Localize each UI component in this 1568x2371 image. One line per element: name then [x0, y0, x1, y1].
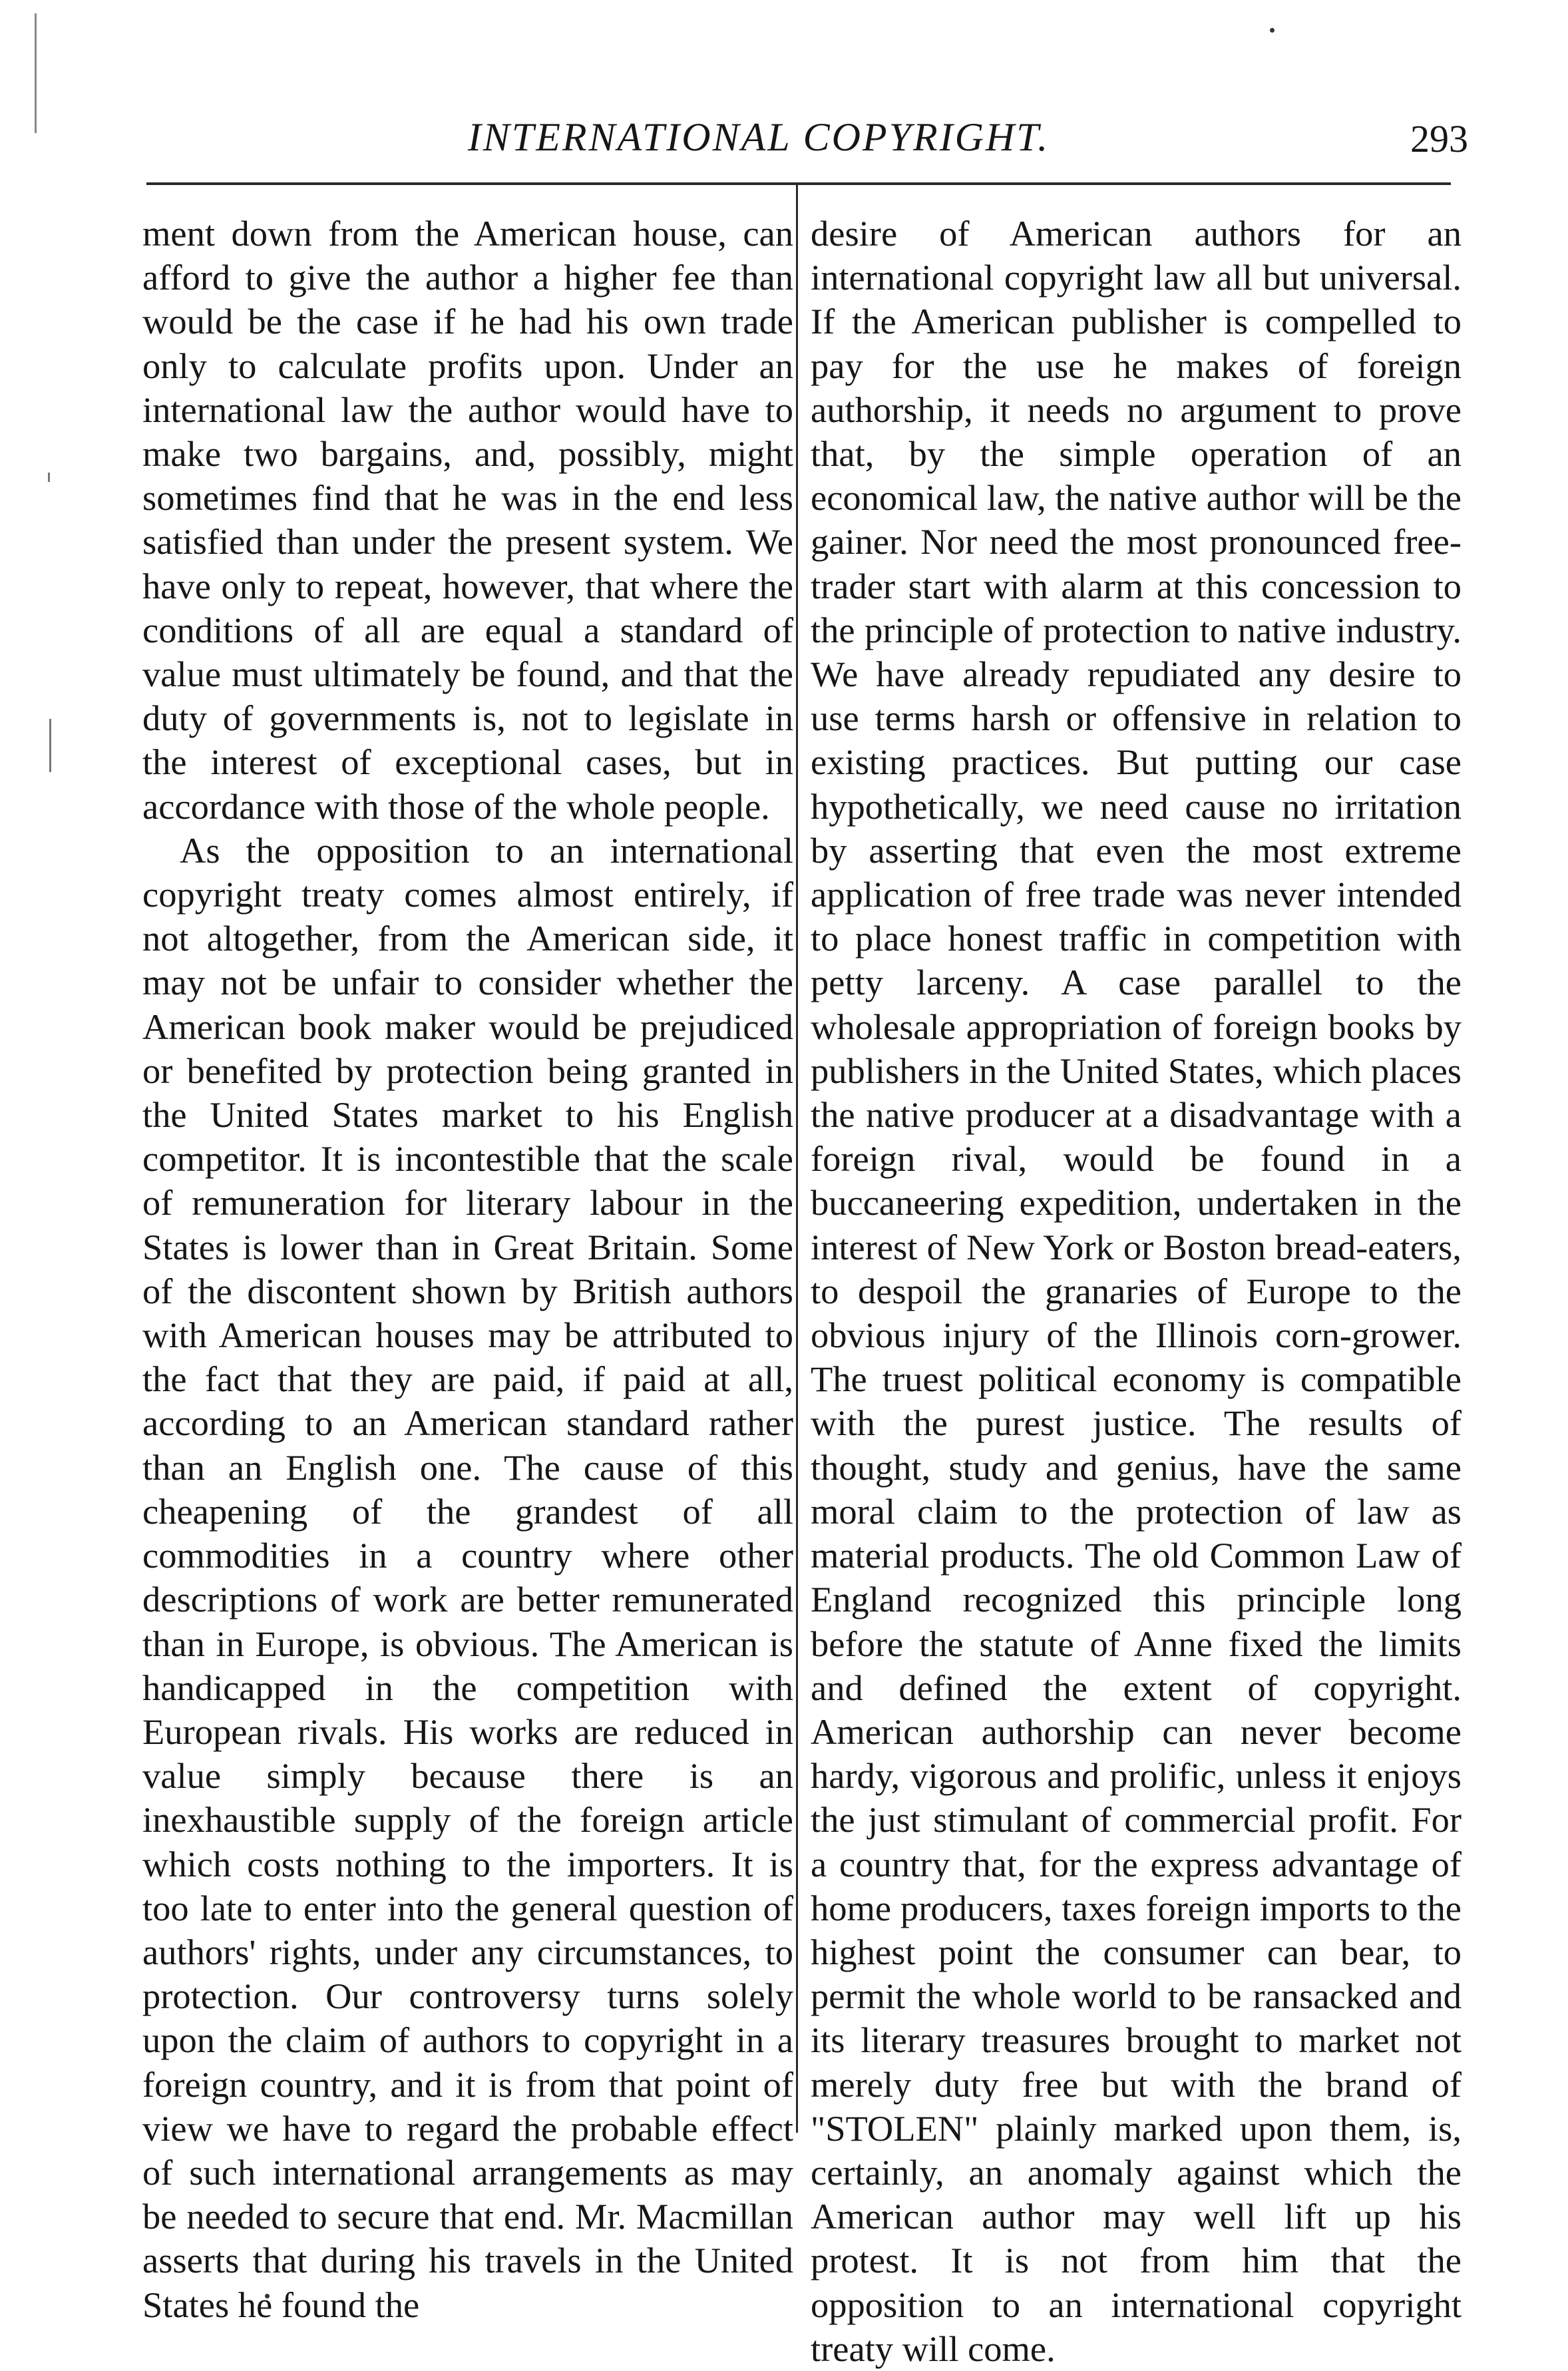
paragraph: As the opposition to an international copyright treaty comes almost entirely, if not altogether, from the American side, it may not be unfair to consider whether the American book maker would be prejudiced or benefited by protection being granted in the United States market to his English competitor. It is incontestible that the scale of remuneration for literary labour in the States is lower than in Great Britain. Some of the discontent shown by British authors with American houses may be attributed to the fact that they are paid, if paid at all, according to an American standard rather than an English one. The cause of this cheapening of the grandest of all commodities in a country where other descriptions of work are better remunerated than in Europe, is obvious. The American is handicapped in the competition with European rivals. His works are reduced in value simply because there is an inexhaustible supply of the foreign article which costs nothing to the importers. It is too late to enter into the general question of authors' rights, under any circumstances, to protection. Our controversy turns solely upon the claim of authors to copyright in a foreign country, and it is from that point of view we have to regard the probable effect of such international arrangements as may be needed to secure that end. Mr. Macmillan asserts that during his travels in the United States he found the [142, 829, 793, 2325]
paragraph: desire of American authors for an international copyright law all but universal. If the American publisher is compelled to pay for the use he makes of foreign authorship, it needs no argument to prove that, by the simple operation of an economical law, the native author will be the gainer. Nor need the most pronounced free-trader start with alarm at this concession to the principle of protection to native industry. We have already repudiated any desire to use terms harsh or offensive in relation to existing practices. But putting our case hypothetically, we need cause no irritation by asserting that even the most extreme application of free trade was never intended to place honest traffic in competition with petty larceny. A case parallel to the wholesale appropriation of foreign books by publishers in the United States, which places the native producer at a disadvantage with a foreign rival, would be found in a buccaneering expedition, undertaken in the interest of New York or Boston bread-eaters, to despoil the granaries of Europe to the obvious injury of the Illinois corn-grower. The truest political economy is compatible with the purest justice. The results of thought, study and genius, have the same moral claim to the protection of law as material products. The old Common Law of England recognized this principle long before the statute of Anne fixed the limits and defined the extent of copyright. American authorship can never become hardy, vigorous and prolific, unless it enjoys the just stimulant of commercial profit. For a country that, for the express advantage of home producers, taxes foreign imports to the highest point the consumer can bear, to permit the whole world to be ransacked and its literary treasures brought to market not merely duty free but with the brand of "STOLEN" plainly marked upon them, is, certainly, an anomaly against which the American author may well lift up his protest. It is not from him that the opposition to an international copyright treaty will come. [811, 213, 1462, 2369]
header-rule [146, 182, 1451, 185]
left-column [142, 212, 793, 2327]
page-number: 293 [1410, 117, 1468, 160]
margin-scan-mark [35, 13, 37, 133]
paragraph: ment down from the American house, can afford to give the author a higher fee than would be the case if he had his own trade only to calculate profits upon. Under an international law the author would have to make two bargains, and, possibly, might sometimes find that he was in the end less satisfied than under the present system. We have only to repeat, however, that where the conditions of all are equal a standard of value must ultimately be found, and that the duty of governments is, not to legislate in the interest of exceptional cases, but in accordance with those of the whole people. [142, 213, 793, 827]
right-column [811, 212, 1462, 2371]
column-divider [796, 182, 798, 2133]
margin-scan-mark [49, 719, 51, 772]
margin-scan-mark [48, 473, 50, 482]
running-title: INTERNATIONAL COPYRIGHT. [467, 115, 1050, 159]
stray-ink-dot [1270, 28, 1274, 33]
